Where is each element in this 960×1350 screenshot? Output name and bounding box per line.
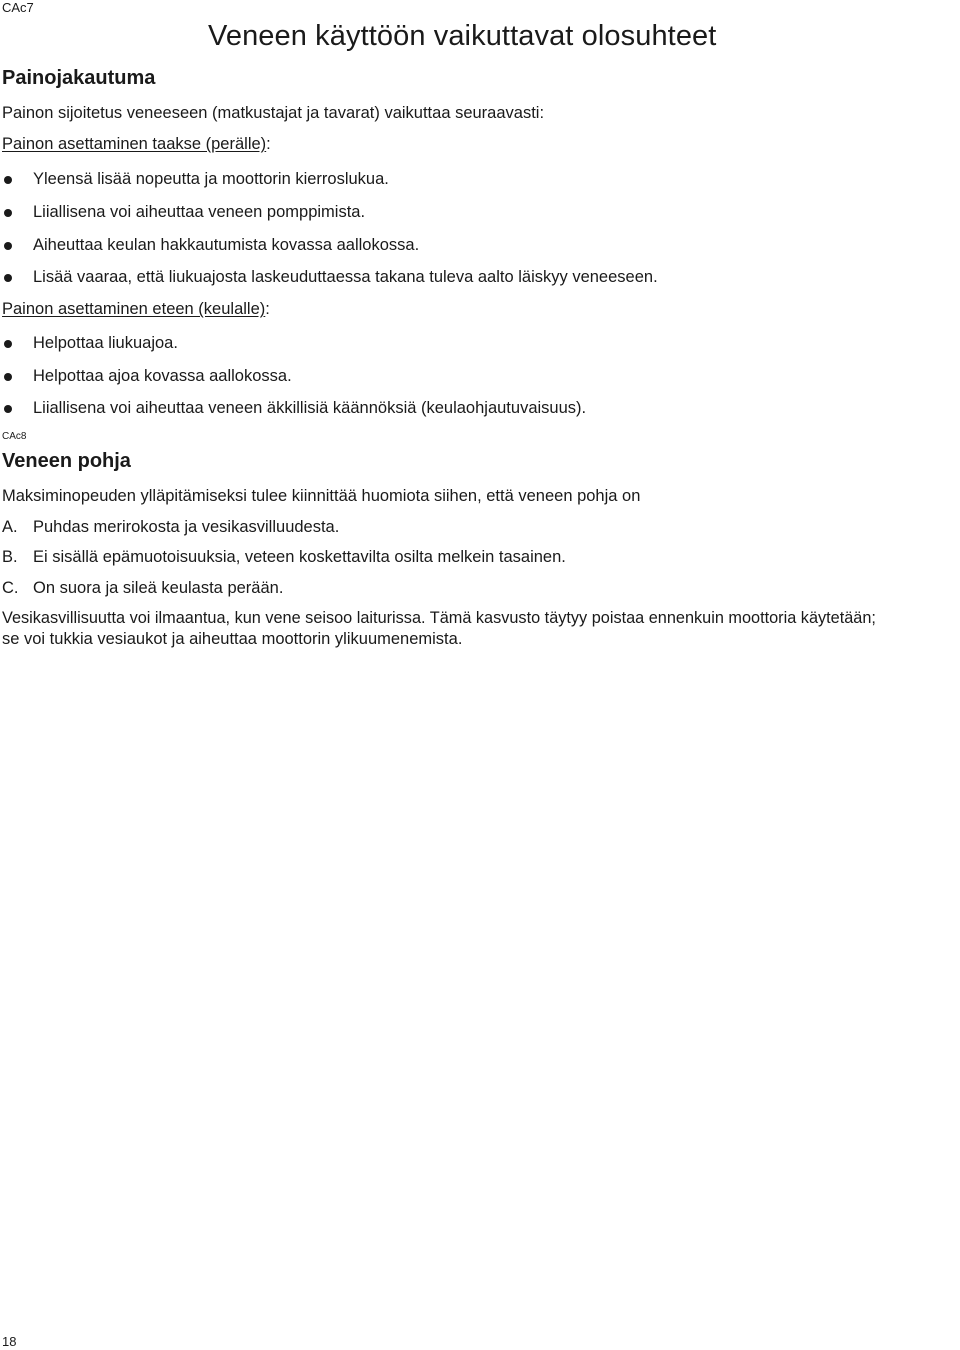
section-code: CAc7	[2, 0, 34, 15]
lettered-item	[2, 548, 566, 567]
section-code: CAc8	[2, 431, 27, 442]
section-title-hull: Veneen pohja	[2, 450, 131, 472]
list-item	[0, 203, 900, 225]
closing-paragraph-line1: Vesikasvillisuutta voi ilmaantua, kun vene seisoo laiturissa. Tämä kasvusto täytyy poistaa ennenkuin moottoria käytetään;	[2, 609, 876, 627]
bullet-icon	[4, 209, 12, 217]
list-item-text: Lisää vaaraa, että liukuajosta laskeuduttaessa takana tuleva aalto läiskyy veneeseen.	[33, 268, 658, 286]
section-title-weight: Painojakautuma	[2, 67, 156, 89]
intro-paragraph: Painon sijoitetus veneeseen (matkustajat ja tavarat) vaikuttaa seuraavasti:	[2, 104, 545, 122]
list-item	[0, 334, 900, 356]
list-item	[0, 170, 900, 192]
item-letter: B.	[2, 548, 18, 566]
subheading-rear-colon: :	[266, 135, 271, 153]
list-item-text: Helpottaa liukuajoa.	[33, 334, 178, 352]
item-letter: C.	[2, 579, 19, 597]
list-item-text: Aiheuttaa keulan hakkautumista kovassa aallokossa.	[33, 236, 420, 254]
bullet-icon	[4, 176, 12, 184]
item-text: On suora ja sileä keulasta perään.	[33, 579, 284, 597]
list-item	[0, 367, 900, 389]
list-item	[0, 399, 900, 421]
lettered-item	[2, 518, 339, 537]
page-title: Veneen käyttöön vaikuttavat olosuhteet	[208, 20, 717, 52]
subheading-front	[2, 300, 270, 319]
bullet-icon	[4, 373, 12, 381]
bullet-icon	[4, 340, 12, 348]
item-letter: A.	[2, 518, 18, 536]
subheading-rear-label: Painon asettaminen taakse (perälle)	[2, 135, 267, 153]
item-text: Puhdas merirokosta ja vesikasvilluudesta.	[33, 518, 340, 536]
bullet-icon	[4, 274, 12, 282]
closing-paragraph-line2: se voi tukkia vesiaukot ja aiheuttaa moottorin ylikuumenemista.	[2, 630, 463, 648]
list-item	[0, 268, 900, 290]
subheading-rear	[2, 135, 271, 154]
hull-intro-paragraph: Maksiminopeuden ylläpitämiseksi tulee kiinnittää huomiota siihen, että veneen pohja on	[2, 487, 641, 505]
list-item-text: Liiallisena voi aiheuttaa veneen pomppimista.	[33, 203, 366, 221]
item-text: Ei sisällä epämuotoisuuksia, veteen koskettavilta osilta melkein tasainen.	[33, 548, 566, 566]
bullet-icon	[4, 405, 12, 413]
subheading-front-colon: :	[265, 300, 270, 318]
list-item-text: Helpottaa ajoa kovassa aallokossa.	[33, 367, 292, 385]
subheading-front-label: Painon asettaminen eteen (keulalle)	[2, 300, 266, 318]
list-item	[0, 236, 900, 258]
list-item-text: Yleensä lisää nopeutta ja moottorin kierroslukua.	[33, 170, 389, 188]
lettered-item	[2, 579, 283, 598]
list-item-text: Liiallisena voi aiheuttaa veneen äkkillisiä käännöksiä (keulaohjautuvaisuus).	[33, 399, 587, 417]
bullet-icon	[4, 242, 12, 250]
page-number: 18	[2, 1334, 17, 1349]
